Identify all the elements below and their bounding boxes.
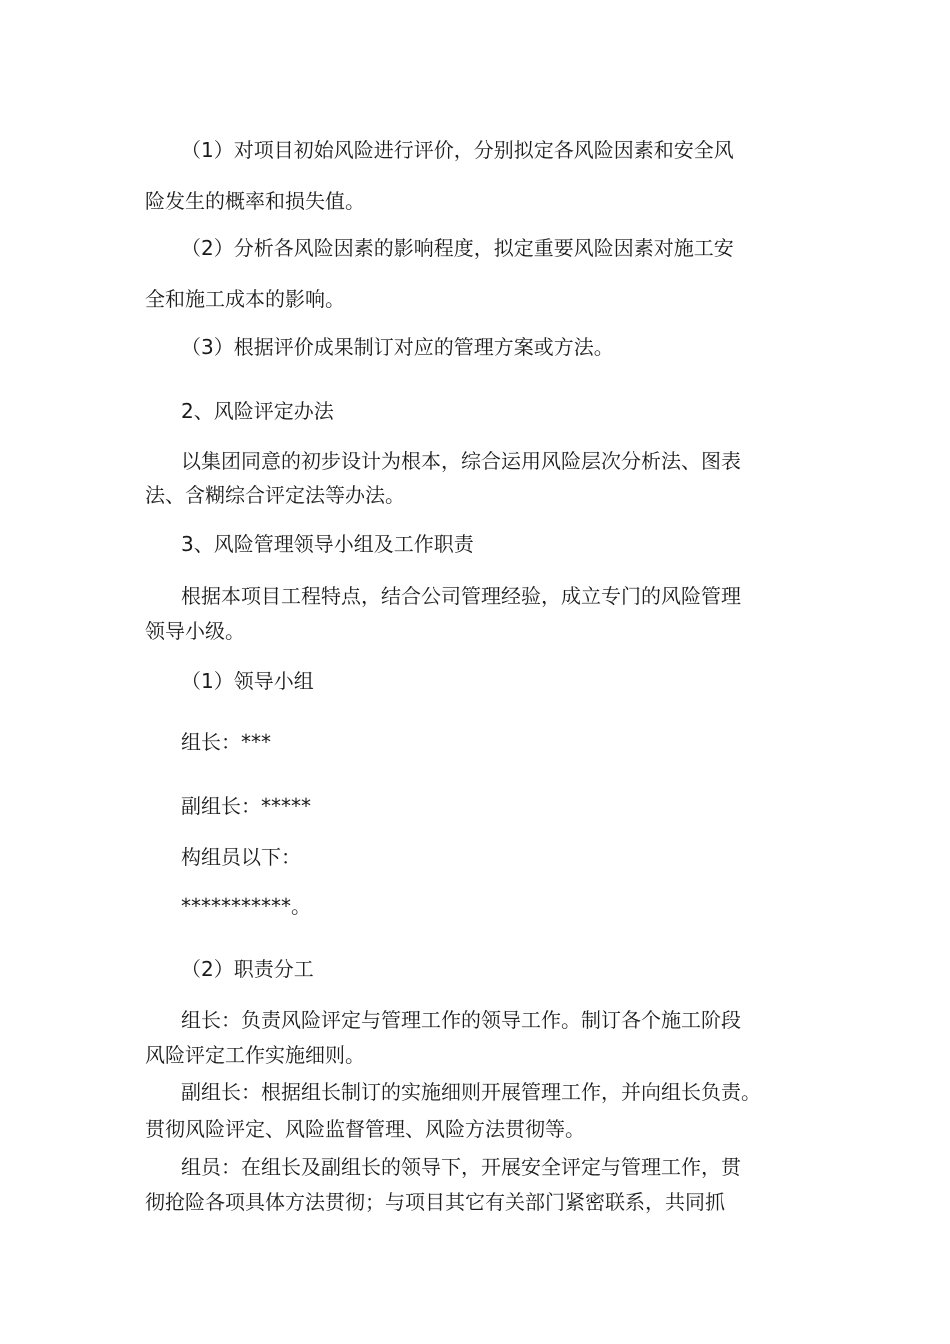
paragraph-leader-duty-line-1: 组长：负责风险评定与管理工作的领导工作。制订各个施工阶段 bbox=[181, 1008, 741, 1032]
paragraph-3: （3）根据评价成果制订对应的管理方案或方法。 bbox=[181, 335, 614, 359]
subheading-leadership-group: （1）领导小组 bbox=[181, 669, 314, 693]
paragraph-deputy-duty-line-2: 贯彻风险评定、风险监督管理、风险方法贯彻等。 bbox=[145, 1117, 585, 1141]
paragraph-deputy-duty-line-1: 副组长：根据组长制订的实施细则开展管理工作，并向组长负责。 bbox=[181, 1080, 761, 1104]
members-label: 构组员以下： bbox=[181, 845, 301, 869]
paragraph-1-line-1: （1）对项目初始风险进行评价，分别拟定各风险因素和安全风 bbox=[181, 138, 734, 162]
section-heading-2: 2、风险评定办法 bbox=[181, 399, 334, 423]
paragraph-4-line-1: 以集团同意的初步设计为根本，综合运用风险层次分析法、图表 bbox=[181, 449, 741, 473]
paragraph-1-line-2: 险发生的概率和损失值。 bbox=[145, 189, 365, 213]
paragraph-5-line-1: 根据本项目工程特点，结合公司管理经验，成立专门的风险管理 bbox=[181, 584, 741, 608]
section-heading-3: 3、风险管理领导小组及工作职责 bbox=[181, 532, 474, 556]
paragraph-5-line-2: 领导小级。 bbox=[145, 619, 245, 643]
deputy-leader: 副组长：***** bbox=[181, 794, 311, 818]
paragraph-2-line-1: （2）分析各风险因素的影响程度，拟定重要风险因素对施工安 bbox=[181, 236, 734, 260]
paragraph-member-duty-line-2: 彻抢险各项具体方法贯彻；与项目其它有关部门紧密联系，共同抓 bbox=[145, 1190, 725, 1214]
paragraph-4-line-2: 法、含糊综合评定法等办法。 bbox=[145, 483, 405, 507]
paragraph-leader-duty-line-2: 风险评定工作实施细则。 bbox=[145, 1043, 365, 1067]
members-list: ***********。 bbox=[181, 894, 311, 918]
paragraph-member-duty-line-1: 组员：在组长及副组长的领导下，开展安全评定与管理工作，贯 bbox=[181, 1155, 741, 1179]
group-leader: 组长：*** bbox=[181, 730, 271, 754]
paragraph-2-line-2: 全和施工成本的影响。 bbox=[145, 287, 345, 311]
subheading-duties: （2）职责分工 bbox=[181, 957, 314, 981]
